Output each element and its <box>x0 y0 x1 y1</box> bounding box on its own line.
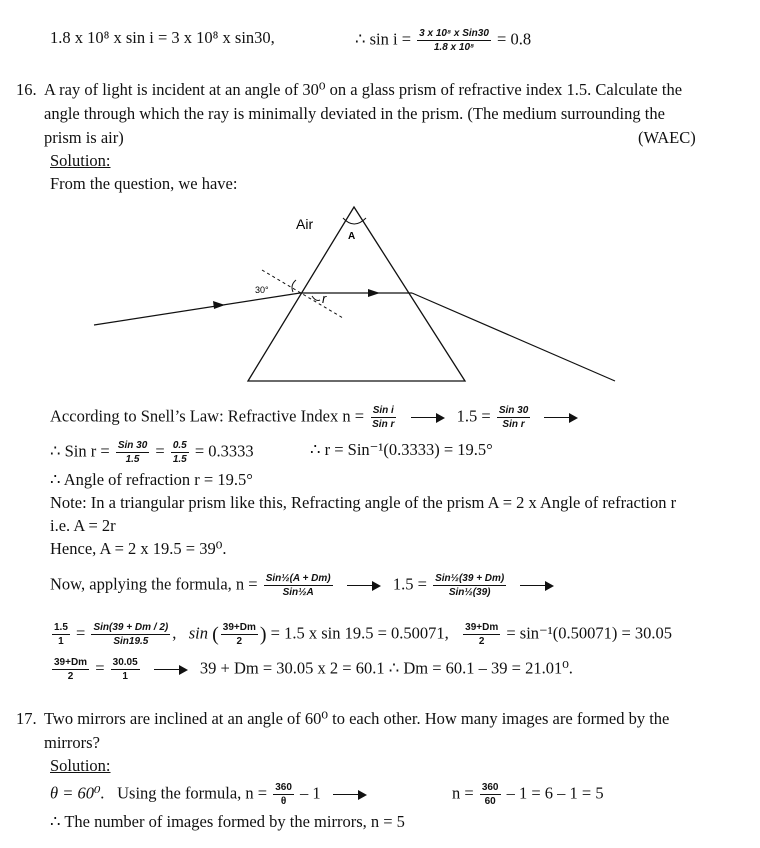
snell-law-line: According to Snell’s Law: Refractive Index n = $\frac{\text{Sin i}}{\text{Sin r}}$ 1.5 = $\frac{\text{Sin 30}}{\text{Sin r}}$ <box>50 405 586 430</box>
apex-label: A <box>348 231 356 242</box>
formula-line: θ = 60⁰. Using the formula, n = $\frac{360}{\theta}$ – 1 <box>50 782 375 807</box>
step2-line: $\frac{39+Dm}{2}$ = $\frac{30.05}{1}$ 39 + Dm = 30.05 x 2 = 60.1 ∴ Dm = 60.1 – 39 = 21.01⁰. <box>54 657 573 682</box>
step1-line: $\frac{1.5}{1}$ = $\frac{\text{Sin(39 + Dm / 2)}}{\text{Sin19.5}}$ , sin ( $\frac{39+Dm}{2}$ ) = 1.5 x sin 19.5 = 0.50071, $\frac{39+Dm}{2}$ = sin⁻¹(0.50071) = 30.05 <box>54 622 672 647</box>
question-text: angle through which the ray is minimally deviated in the prism. (The medium surrounding the <box>44 104 665 123</box>
conclusion-text: ∴ The number of images formed by the mirrors, n = 5 <box>50 812 405 831</box>
source-label: (WAEC) <box>638 128 696 147</box>
solution-label: Solution: <box>50 151 111 170</box>
sin-r-line: ∴ Sin r = $\frac{\text{Sin 30}}{1.5}$ = $\frac{0.5}{1.5}$ = 0.3333 <box>50 440 254 465</box>
ie-text: i.e. A = 2r <box>50 516 116 535</box>
incident-ray <box>94 293 300 325</box>
hence-text: Hence, A = 2 x 19.5 = 39⁰. <box>50 539 227 558</box>
arrow-icon <box>411 413 445 423</box>
refraction-label: r <box>322 291 327 306</box>
air-label: Air <box>296 216 314 232</box>
question-text: Two mirrors are inclined at an angle of 60⁰ to each other. How many images are formed by the <box>44 709 670 728</box>
ray-arrowhead <box>213 301 225 309</box>
result-text: = 0.8 <box>497 29 532 49</box>
prism-triangle <box>248 207 465 381</box>
arrow-icon <box>544 413 578 423</box>
question-number: 17. <box>16 709 37 728</box>
emergent-ray <box>412 293 615 381</box>
therefore-text: ∴ sin i = <box>355 29 412 49</box>
incident-angle-label: 30° <box>255 285 269 295</box>
note-text: Note: In a triangular prism like this, Refracting angle of the prism A = 2 x Angle of refraction r <box>50 493 677 512</box>
question-text: A ray of light is incident at an angle of 30⁰ on a glass prism of refractive index 1.5. Calculate the <box>44 80 683 99</box>
r-result: ∴ r = Sin⁻¹(0.3333) = 19.5° <box>310 440 493 459</box>
n-result-line: n = $\frac{360}{60}$ – 1 = 6 – 1 = 5 <box>452 782 604 807</box>
arrow-icon <box>154 665 188 675</box>
ray-arrowhead <box>368 289 380 297</box>
arrow-icon <box>347 581 381 591</box>
refraction-angle-arc <box>312 296 320 301</box>
incidence-angle-arc <box>292 280 296 292</box>
prism-diagram <box>0 0 760 400</box>
question-text: prism is air) <box>44 128 124 147</box>
formula-line: Now, applying the formula, n = $\frac{\text{Sin½(A + Dm)}}{\text{Sin½A}}$ 1.5 = $\frac{\text{Sin½(39 + Dm)}}{\text{Sin½(39)}}$ <box>50 573 562 598</box>
normal-line <box>262 270 343 318</box>
arrow-icon <box>520 581 554 591</box>
fraction: $\frac{\text{3 x 10⁸ x Sin30}}{\text{1.8 x 10⁸}}$ <box>419 28 489 53</box>
question-text: mirrors? <box>44 733 100 752</box>
arrow-icon <box>333 790 367 800</box>
equation-left: 1.8 x 10⁸ x sin i = 3 x 10⁸ x sin30, <box>50 28 275 47</box>
intro-text: From the question, we have: <box>50 174 238 193</box>
question-number: 16. <box>16 80 37 99</box>
solution-label: Solution: <box>50 756 111 775</box>
angle-refraction-text: ∴ Angle of refraction r = 19.5° <box>50 470 253 489</box>
